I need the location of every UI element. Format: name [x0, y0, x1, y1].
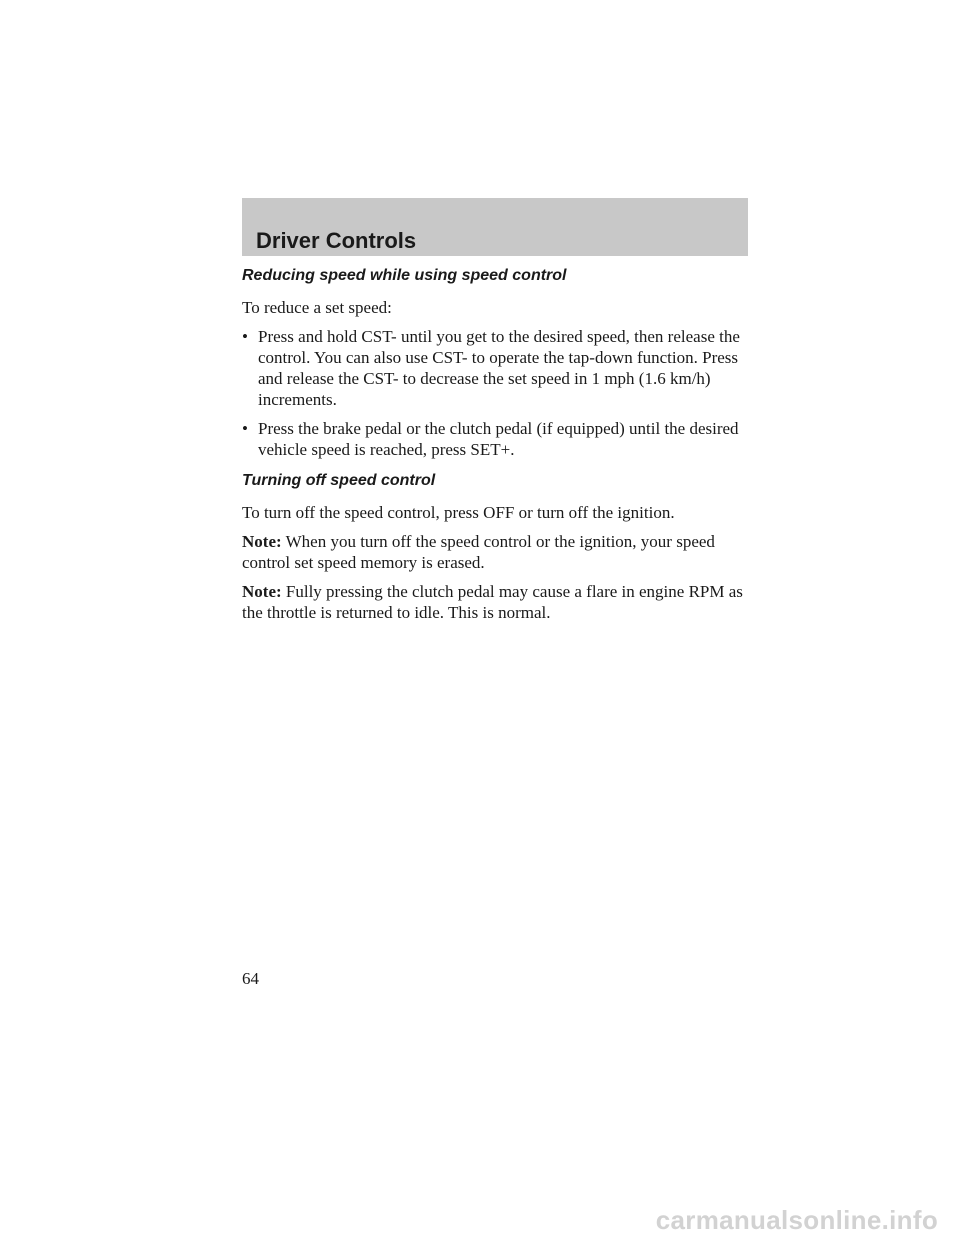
turning-off-body: To turn off the speed control, press OFF or turn off the ignition. [242, 503, 675, 522]
note-label: Note: [242, 582, 282, 601]
note-text: When you turn off the speed control or the ignition, your speed control set speed memory is erased. [242, 532, 715, 572]
site-watermark: carmanualsonline.info [655, 1205, 938, 1235]
bullet-item [242, 418, 748, 460]
reducing-speed-intro: To reduce a set speed: [242, 298, 392, 317]
bullet-text: Press the brake pedal or the clutch pedal (if equipped) until the desired vehicle speed is reached, press SET+. [258, 419, 739, 459]
page-number: 64 [242, 969, 259, 988]
reducing-speed-heading: Reducing speed while using speed control [242, 267, 567, 284]
bullet-item [242, 326, 748, 410]
page-content [242, 266, 748, 631]
section-title: Driver Controls [256, 228, 417, 253]
note-paragraph [242, 581, 748, 623]
section-header-band [242, 198, 748, 256]
bullet-text: Press and hold CST- until you get to the desired speed, then release the control. You can also use CST- to operate the tap-down function. Press and release the CST- to decrease the set speed in 1 mph (1.6 km/h) increments. [258, 327, 740, 409]
note-paragraph [242, 531, 748, 573]
turning-off-heading: Turning off speed control [242, 472, 436, 489]
bullet-marker: • [242, 419, 248, 438]
note-text: Fully pressing the clutch pedal may cause a flare in engine RPM as the throttle is returned to idle. This is normal. [242, 582, 743, 622]
bullet-marker: • [242, 327, 248, 346]
note-label: Note: [242, 532, 282, 551]
